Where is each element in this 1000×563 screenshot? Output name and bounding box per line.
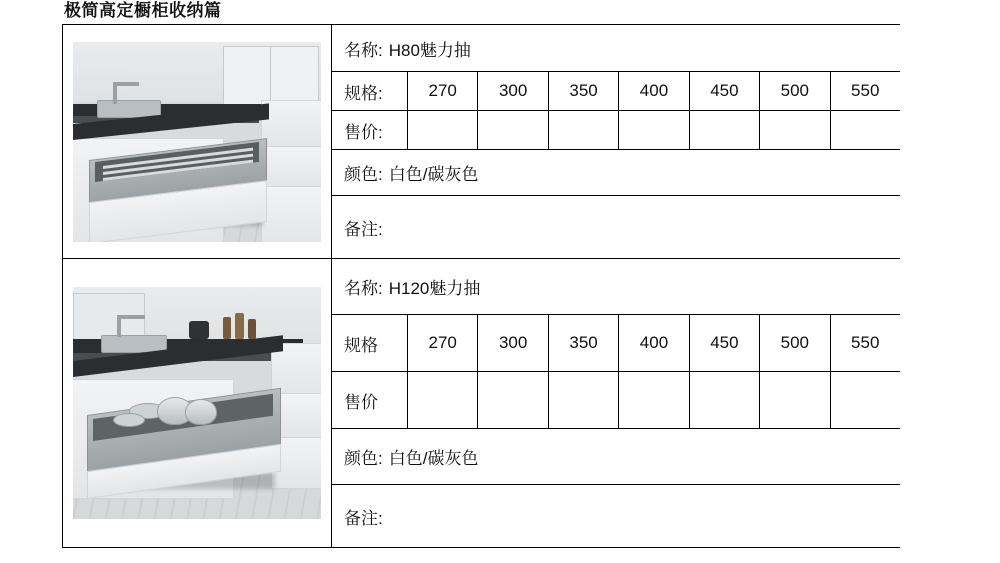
- price-label: 售价: [332, 372, 408, 428]
- spec-row: [332, 315, 900, 372]
- kitchen-cabinet-drawer-cutlery-photo: [73, 42, 321, 242]
- spec-cell: 350: [549, 315, 619, 371]
- table-row: [63, 25, 900, 259]
- price-cell[interactable]: [408, 111, 478, 149]
- price-cell[interactable]: [478, 372, 548, 428]
- spec-label: 规格:: [332, 72, 408, 110]
- spec-cell: 300: [478, 315, 548, 371]
- spec-cell: 550: [851, 333, 880, 352]
- note-label: 备注:: [344, 219, 383, 239]
- price-cell[interactable]: [549, 372, 619, 428]
- price-cell[interactable]: [549, 111, 619, 149]
- page-title: 极简高定橱柜收纳篇: [64, 1, 222, 20]
- price-cell[interactable]: [760, 111, 830, 149]
- price-cell[interactable]: [690, 372, 760, 428]
- product-name-value: H120魅力抽: [388, 279, 481, 298]
- spec-cell: 550: [851, 81, 880, 100]
- color-value: 白色/碳灰色: [388, 165, 479, 184]
- spec-cell: 450: [690, 72, 760, 110]
- spec-cell: 300: [478, 72, 548, 110]
- product-name-label: 名称:: [344, 279, 383, 298]
- price-cell[interactable]: [478, 111, 548, 149]
- spec-cell: 400: [619, 72, 689, 110]
- product-name-row: [332, 25, 900, 72]
- product-name-value: H80魅力抽: [388, 40, 471, 60]
- note-row: [332, 196, 900, 258]
- product-name-row: [332, 259, 900, 315]
- price-cell[interactable]: [619, 111, 689, 149]
- spec-cell: 350: [549, 72, 619, 110]
- price-cell[interactable]: [831, 372, 900, 428]
- price-cell[interactable]: [619, 372, 689, 428]
- color-label: 颜色:: [344, 165, 383, 184]
- price-label: 售价:: [332, 111, 408, 149]
- price-row: [332, 372, 900, 429]
- product-image-cell: [63, 259, 332, 547]
- spec-cell: 400: [619, 315, 689, 371]
- color-label: 颜色:: [344, 449, 383, 468]
- price-cell[interactable]: [760, 372, 830, 428]
- spec-cell: 270: [408, 72, 478, 110]
- price-cell[interactable]: [831, 111, 900, 149]
- price-cell[interactable]: [408, 372, 478, 428]
- color-value: 白色/碳灰色: [388, 449, 479, 468]
- product-spec-cell: [332, 259, 900, 547]
- spec-row: [332, 72, 900, 111]
- product-name-label: 名称:: [344, 40, 383, 60]
- spec-cell: 270: [408, 315, 478, 371]
- spec-cell: 450: [690, 315, 760, 371]
- color-row: [332, 150, 900, 196]
- note-row: [332, 485, 900, 547]
- product-table: [62, 24, 900, 548]
- table-row: [63, 259, 900, 548]
- kitchen-cabinet-deep-drawer-pots-photo: [73, 287, 321, 519]
- price-cell[interactable]: [690, 111, 760, 149]
- price-row: [332, 111, 900, 150]
- note-label: 备注:: [344, 508, 383, 528]
- color-row: [332, 429, 900, 485]
- product-spec-cell: [332, 25, 900, 258]
- spec-cell: 500: [760, 315, 830, 371]
- spec-label: 规格: [332, 315, 408, 371]
- product-image-cell: [63, 25, 332, 258]
- spec-cell: 500: [760, 72, 830, 110]
